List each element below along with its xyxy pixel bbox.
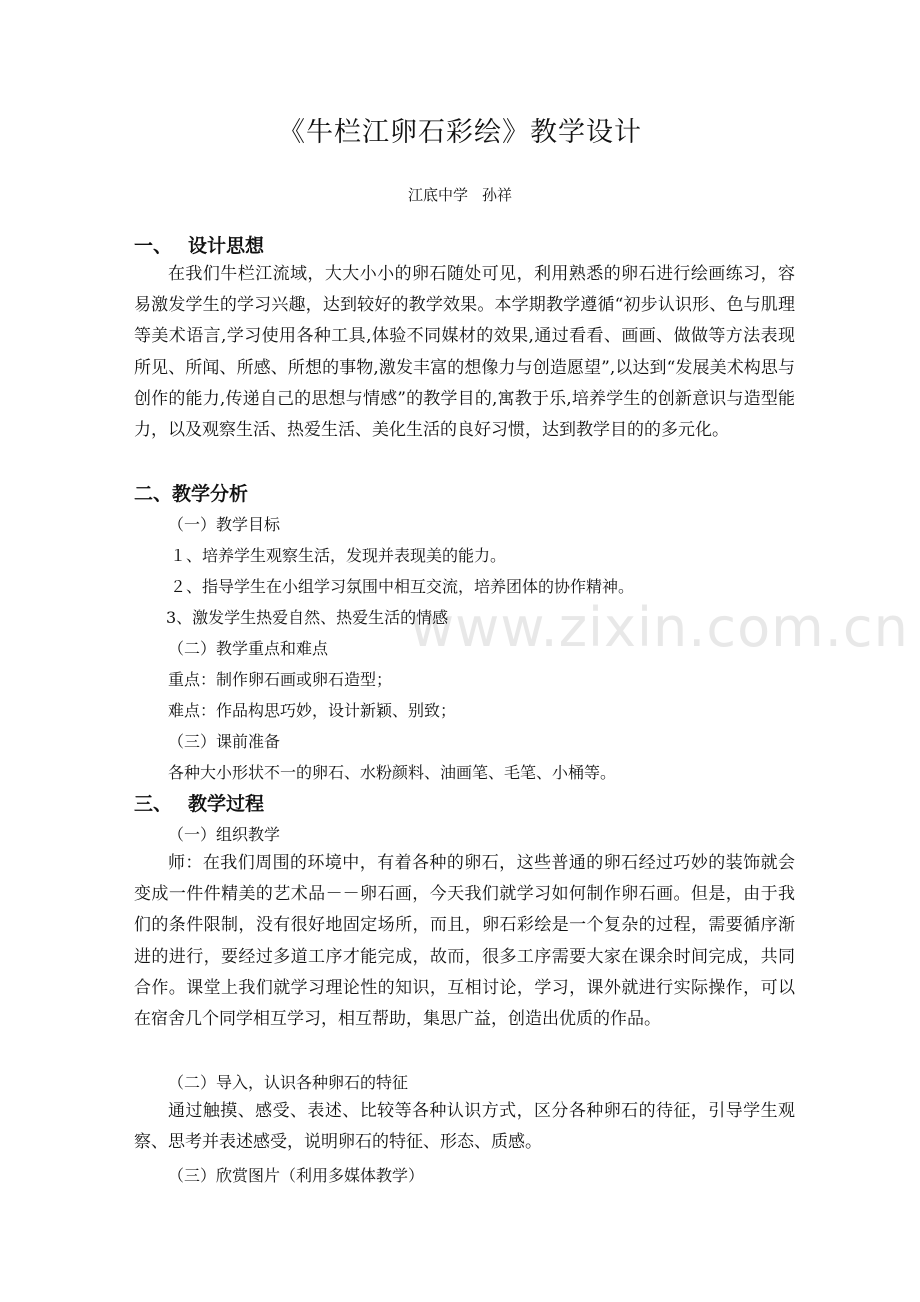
section-number: 一、 xyxy=(134,235,173,257)
subheading-preparation: （三）课前准备 xyxy=(168,732,281,751)
organize-class-paragraph: 师：在我们周围的环境中，有着各种的卵石，这些普通的卵石经过巧妙的装饰就会变成一件件精美的艺术品－－卵石画，今天我们就学习如何制作卵石画。但是，由于我们的条件限制，没有很好地固定场所，而且，卵石彩绘是一个复杂的过程，需要循序渐进的进行，要经过多道工序才能完成，故而，很多工序需要大家在课余时间完成，共同合作。课堂上我们就学习理论性的知识，互相讨论，学习，课外就进行实际操作，可以在宿舍几个同学相互学习，相互帮助，集思广益，创造出优质的作品。 xyxy=(134,853,795,1030)
section-heading-design-idea xyxy=(134,231,264,258)
subheading-key-points: （二）教学重点和难点 xyxy=(168,639,329,658)
section-number: 三、 xyxy=(134,793,173,815)
key-point-text: 重点：制作卵石画或卵石造型； xyxy=(168,670,393,689)
section-heading-teaching-process xyxy=(134,789,264,816)
goal-item-1: １、培养学生观察生活，发现并表现美的能力。 xyxy=(170,546,507,565)
subheading-teaching-goals: （一）教学目标 xyxy=(168,515,281,534)
section-title: 教学过程 xyxy=(188,793,265,815)
author-name: 孙祥 xyxy=(482,186,513,204)
author-line xyxy=(0,184,920,205)
subheading-introduction: （二）导入，认识各种卵石的特征 xyxy=(168,1073,409,1092)
section-title: 设计思想 xyxy=(188,235,265,257)
subheading-organize-class: （一）组织教学 xyxy=(168,825,281,844)
section-number: 二、 xyxy=(134,483,173,505)
materials-text: 各种大小形状不一的卵石、水粉颜料、油画笔、毛笔、小桶等。 xyxy=(168,763,617,782)
section-heading-teaching-analysis xyxy=(134,479,248,506)
subheading-appreciate-pictures: （三）欣赏图片（利用多媒体教学） xyxy=(168,1166,425,1185)
introduction-paragraph: 通过触摸、感受、表述、比较等各种认识方式，区分各种卵石的待征，引导学生观察、思考并表述感受，说明卵石的特征、形态、质感。 xyxy=(134,1101,795,1153)
author-school: 江底中学 xyxy=(407,186,468,204)
watermark: www.zixin.com.cn xyxy=(410,596,909,659)
goal-item-3: 3、激发学生热爱自然、热爱生活的情感 xyxy=(166,608,449,627)
difficulty-text: 难点：作品构思巧妙，设计新颖、别致； xyxy=(168,701,457,720)
section-title: 教学分析 xyxy=(172,483,249,505)
document-title: 《牛栏江卵石彩绘》教学设计 xyxy=(278,117,642,148)
design-idea-paragraph: 在我们牛栏江流域，大大小小的卵石随处可见，利用熟悉的卵石进行绘画练习，容易激发学生的学习兴趣，达到较好的教学效果。本学期教学遵循“初步认识形、色与肌理等美术语言,学习使用各种工具,体验不同媒材的效果,通过看看、画画、做做等方法表现所见、所闻、所感、所想的事物,激发丰富的想像力与创造愿望”,以达到“发展美术构思与创作的能力,传递自己的思想与情感”的教学目的,寓教于乐,培养学生的创新意识与造型能力，以及观察生活、热爱生活、美化生活的良好习惯，达到教学目的的多元化。 xyxy=(134,264,795,441)
goal-item-2: ２、指导学生在小组学习氛围中相互交流，培养团体的协作精神。 xyxy=(170,577,635,596)
